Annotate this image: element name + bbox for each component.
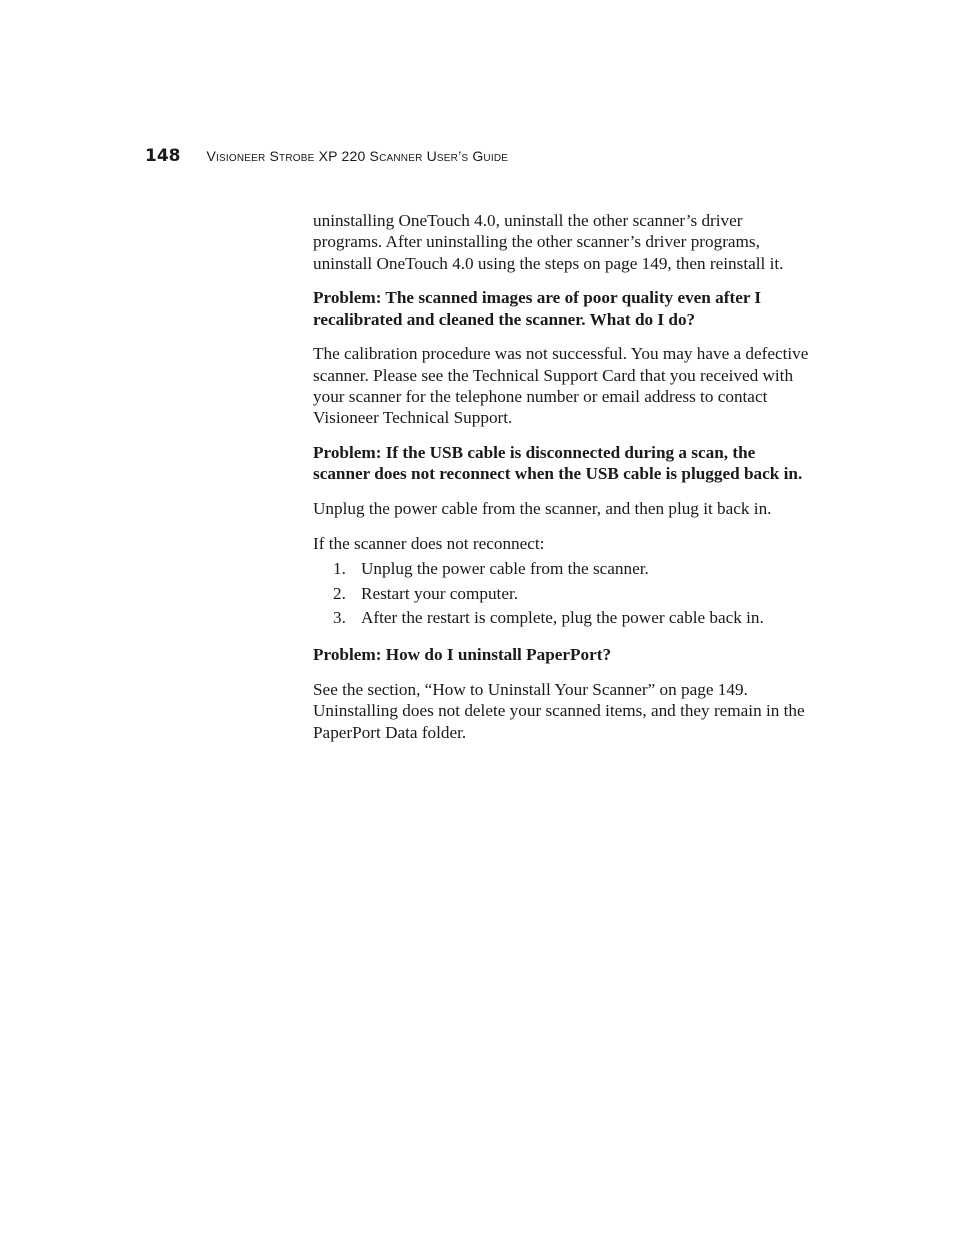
step-text: After the restart is complete, plug the power cable back in. (361, 608, 764, 628)
step-number: 3. (333, 608, 346, 628)
list-item (313, 582, 813, 607)
body-paragraph: uninstalling OneTouch 4.0, uninstall the other scanner’s driver programs. After uninstalling the other scanner’s driver programs, uninstall OneTouch 4.0 using the steps on page 149, then reinstall it. (313, 211, 784, 273)
step-number: 1. (333, 559, 346, 579)
list-intro: If the scanner does not reconnect: (313, 534, 545, 554)
list-item (313, 557, 813, 582)
problem-heading: Problem: If the USB cable is disconnected during a scan, the scanner does not reconnect when the USB cable is plugged back in. (313, 443, 803, 484)
body-paragraph: Unplug the power cable from the scanner, and then plug it back in. (313, 499, 772, 519)
problem-heading: Problem: How do I uninstall PaperPort? (313, 645, 612, 665)
running-header (145, 146, 508, 166)
running-header-title: Visioneer Strobe XP 220 Scanner User’s Guide (206, 148, 509, 164)
page-body (313, 210, 813, 757)
body-paragraph: The calibration procedure was not successful. You may have a defective scanner. Please see the Technical Support Card that you received with your scanner for the telephone number or email address to contact Visioneer Technical Support. (313, 344, 809, 428)
list-item (313, 606, 813, 631)
steps-list (313, 557, 813, 631)
step-number: 2. (333, 583, 346, 603)
step-text: Unplug the power cable from the scanner. (361, 559, 649, 579)
step-text: Restart your computer. (361, 583, 519, 603)
problem-heading: Problem: The scanned images are of poor quality even after I recalibrated and cleaned the scanner. What do I do? (313, 288, 762, 329)
body-paragraph: See the section, “How to Uninstall Your Scanner” on page 149. Uninstalling does not delete your scanned items, and they remain in the PaperPort Data folder. (313, 680, 805, 742)
page-number: 148 (145, 146, 181, 166)
